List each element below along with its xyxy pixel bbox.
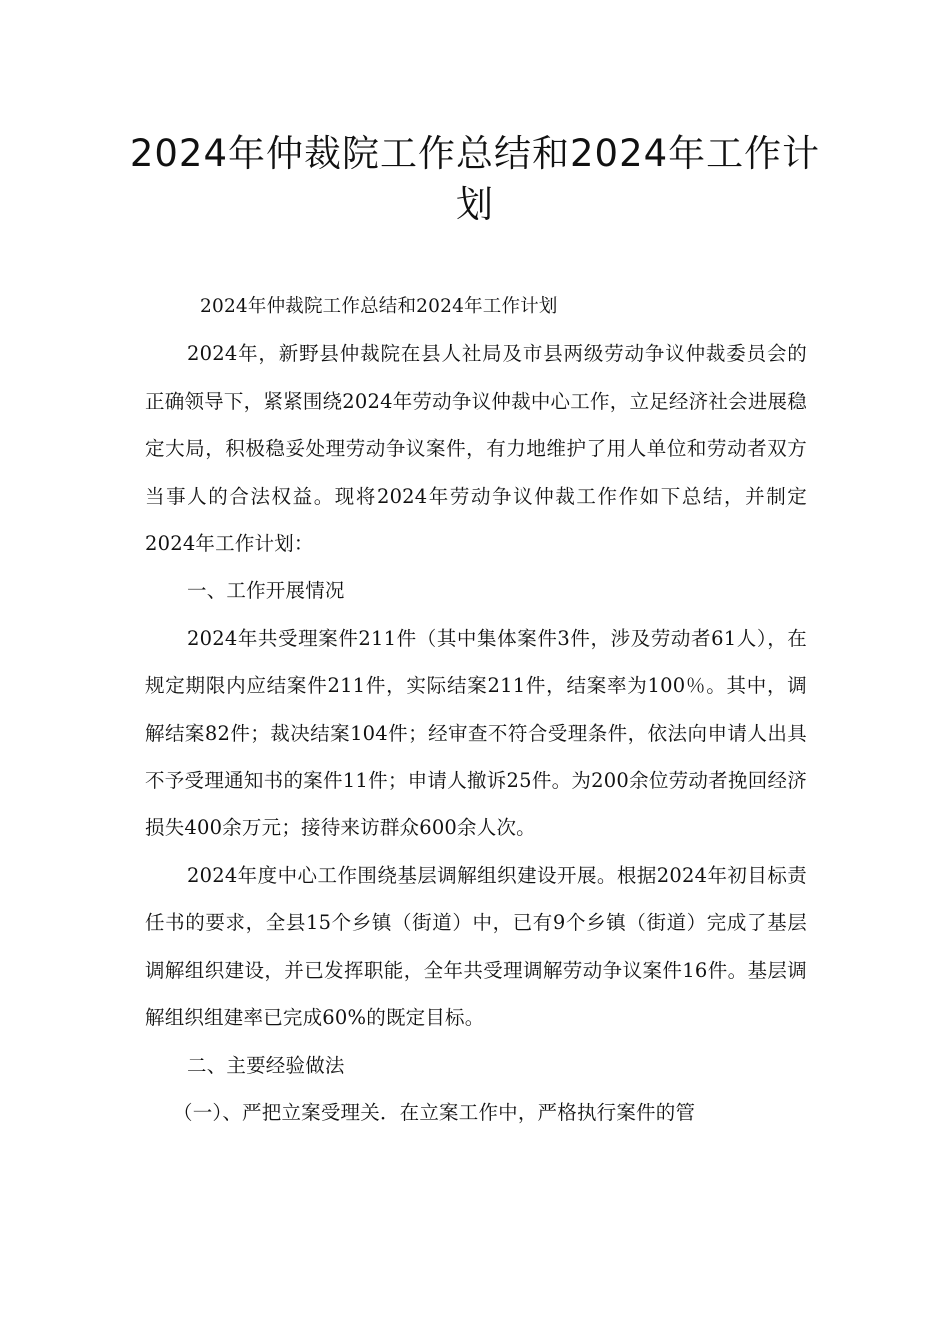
document-body — [145, 283, 807, 1136]
section-heading-main-experience: 二、主要经验做法 — [187, 1053, 345, 1077]
document-subtitle: 2024年仲裁院工作总结和2024年工作计划 — [200, 296, 558, 317]
paragraph-filing-acceptance: （一）、严把立案受理关．在立案工作中，严格执行案件的管 — [173, 1100, 696, 1124]
paragraph-mediation-organizations: 2024年度中心工作围绕基层调解组织建设开展。根据2024年初目标责任书的要求，全县15个乡镇（街道）中，已有9个乡镇（街道）完成了基层调解组织建设，并已发挥职能，全年共受理调解劳动争议案件16件。基层调解组织组建率已完成60%的既定目标。 — [145, 863, 807, 1030]
section-heading-work-status: 一、工作开展情况 — [187, 579, 345, 603]
document-title: 2024年仲裁院工作总结和2024年工作计划 — [129, 132, 821, 226]
paragraph-intro: 2024年，新野县仲裁院在县人社局及市县两级劳动争议仲裁委员会的正确领导下，紧紧围绕2024年劳动争议仲裁中心工作，立足经济社会进展稳定大局，积极稳妥处理劳动争议案件，有力地维护了用人单位和劳动者双方当事人的合法权益。现将2024年劳动争议仲裁工作作如下总结，并制定2024年工作计划： — [145, 342, 807, 556]
paragraph-case-statistics: 2024年共受理案件211件（其中集体案件3件，涉及劳动者61人），在规定期限内应结案件211件，实际结案211件，结案率为100％。其中，调解结案82件；裁决结案104件；经审查不符合受理条件，依法向申请人出具不予受理通知书的案件11件；申请人撤诉25件。为200余位劳动者挽回经济损失400余万元；接待来访群众600余人次。 — [145, 626, 807, 840]
